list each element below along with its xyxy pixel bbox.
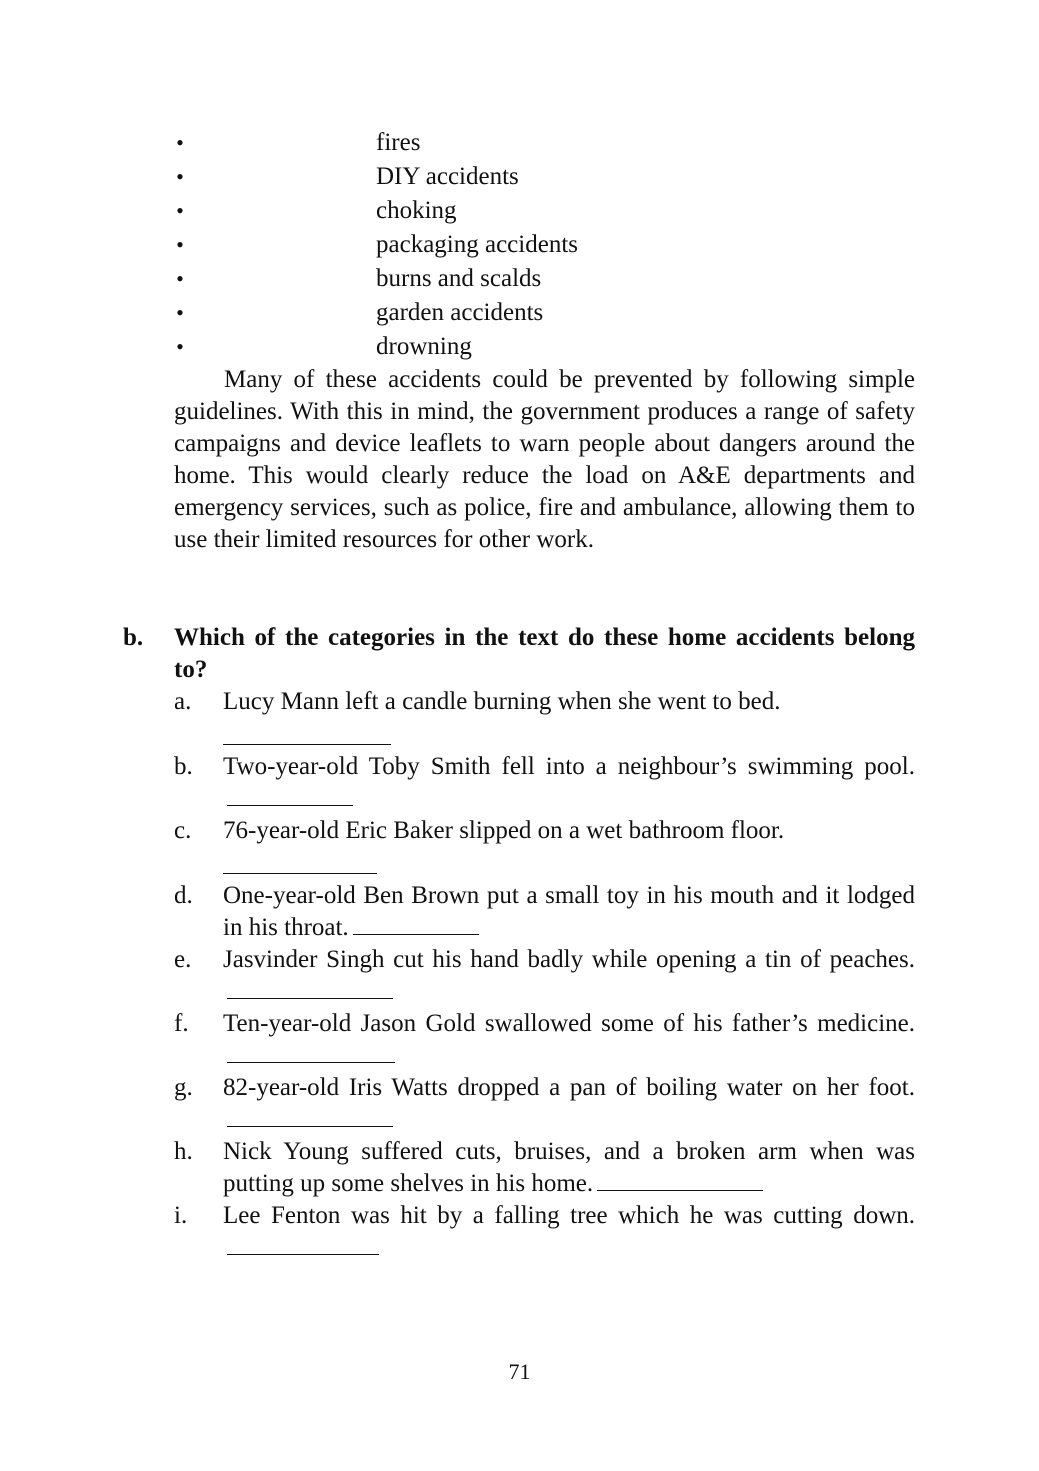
answer-blank[interactable]: [597, 1168, 763, 1191]
bullet-icon: •: [176, 198, 184, 223]
category-text: drowning: [376, 333, 472, 360]
bullet-icon: •: [176, 232, 184, 257]
item-text: Ten-year-old Jason Gold swallowed some of his father’s medicine.: [223, 1010, 915, 1037]
list-item: [174, 262, 774, 296]
item-label: h.: [174, 1138, 193, 1165]
item-text: Lee Fenton was hit by a falling tree which he was cutting down.: [223, 1202, 915, 1229]
item-label: c.: [174, 817, 192, 844]
item-text: 82-year-old Iris Watts dropped a pan of boiling water on her foot.: [223, 1074, 915, 1101]
list-item: [174, 228, 774, 262]
answer-blank[interactable]: [353, 912, 479, 935]
item-text: Two-year-old Toby Smith fell into a neighbour’s swimming pool.: [223, 753, 915, 780]
answer-blank[interactable]: [227, 1104, 393, 1127]
list-item: [174, 194, 774, 228]
exercise-question: Which of the categories in the text do these home accidents belong to?: [174, 624, 915, 683]
exercise-item: [174, 944, 915, 1008]
exercise-item: [174, 815, 915, 874]
page-number: 71: [508, 1359, 531, 1384]
exercise-item: [174, 751, 915, 815]
exercise-item: [174, 1072, 915, 1136]
bullet-icon: •: [176, 164, 184, 189]
answer-blank[interactable]: [227, 1232, 379, 1255]
item-text: One-year-old Ben Brown put a small toy in his mouth and it lodged in his throat.: [223, 882, 915, 941]
item-text: Lucy Mann left a candle burning when she went to bed.: [223, 688, 781, 715]
item-label: a.: [174, 688, 192, 715]
list-item: [174, 126, 774, 160]
answer-blank[interactable]: [223, 718, 391, 745]
item-label: b.: [174, 753, 193, 780]
answer-blank[interactable]: [223, 847, 377, 874]
exercise-item: [174, 1200, 915, 1264]
category-text: packaging accidents: [376, 231, 578, 258]
item-text: 76-year-old Eric Baker slipped on a wet bathroom floor.: [223, 817, 785, 844]
answer-blank[interactable]: [227, 1040, 395, 1063]
answer-blank[interactable]: [227, 783, 353, 806]
item-label: d.: [174, 882, 193, 909]
item-label: f.: [174, 1010, 189, 1037]
item-text: Nick Young suffered cuts, bruises, and a broken arm when was putting up some shelves in his home.: [223, 1138, 915, 1197]
exercise-item: [174, 686, 915, 745]
list-item: [174, 160, 774, 194]
bullet-icon: •: [176, 266, 184, 291]
bullet-icon: •: [176, 130, 184, 155]
accident-category-list: [174, 126, 774, 364]
bullet-icon: •: [176, 300, 184, 325]
category-text: choking: [376, 197, 457, 224]
category-text: burns and scalds: [376, 265, 542, 292]
exercise-letter: b.: [123, 624, 144, 651]
category-text: garden accidents: [376, 299, 544, 326]
item-label: i.: [174, 1202, 188, 1229]
exercise-item: [174, 880, 915, 944]
exercise-items: [174, 686, 915, 1264]
exercise-item: [174, 1008, 915, 1072]
category-text: fires: [376, 129, 421, 156]
answer-blank[interactable]: [227, 976, 393, 999]
item-text: Jasvinder Singh cut his hand badly while opening a tin of peaches.: [223, 946, 915, 973]
list-item: [174, 296, 774, 330]
exercise-item: [174, 1136, 915, 1200]
item-label: e.: [174, 946, 192, 973]
body-paragraph: Many of these accidents could be prevented by following simple guidelines. With this in mind, the government produces a range of safety campaigns and device leaflets to warn people about dangers around the home. This would clearly reduce the load on A&E departments and emergency services, such as police, fire and ambulance, allowing them to use their limited resources for other work.: [174, 366, 915, 553]
category-text: DIY accidents: [376, 163, 519, 190]
item-label: g.: [174, 1074, 193, 1101]
list-item: [174, 330, 774, 364]
bullet-icon: •: [176, 334, 184, 359]
